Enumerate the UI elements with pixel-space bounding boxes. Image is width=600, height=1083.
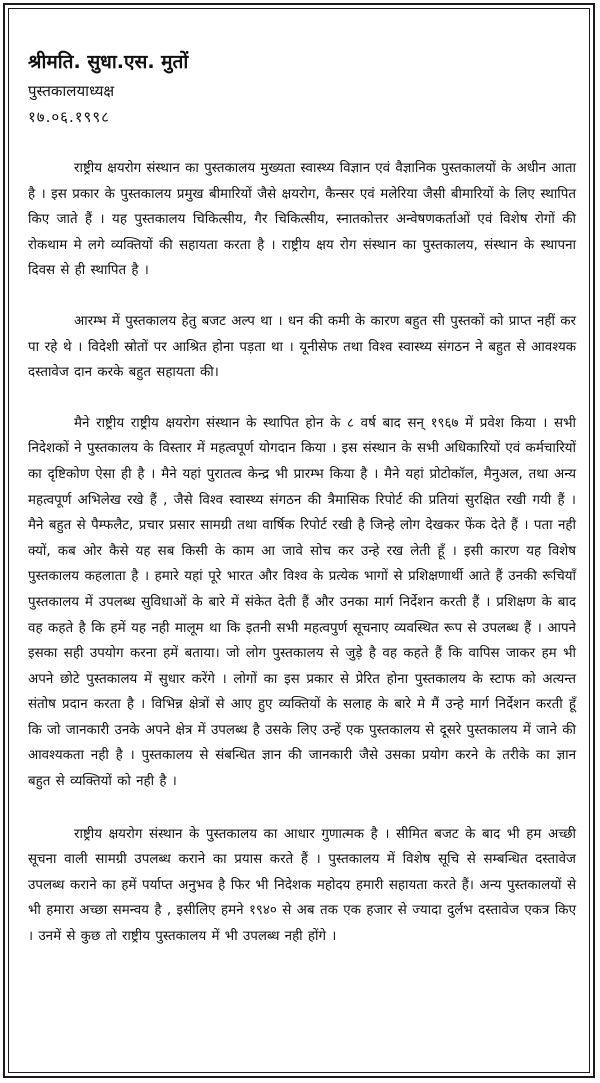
paragraph-personal-account: मैने राष्ट्रीय राष्ट्रीय क्षयरोग संस्थान के स्थापित होन के ८ वर्ष बाद सन् १९६७ में प्रवेश किया । सभी निदेशकों ने पुस्तकालय के विस्तार में महत्वपूर्ण योगदान किया । इस संस्थान के सभी अधिकारियों एवं कर्मचारियों का दृष्टिकोण ऐसा ही है । मैने यहां पुरातत्व केन्द्र भी प्रारम्भ किया है । मैने यहां प्रोटोकॉल, मैनुअल, तथा अन्य महत्वपूर्ण अभिलेख रखे हैं , जैसे विश्व स्वास्थ्य संगठन की त्रैमासिक रिपोर्ट की प्रतियां सुरक्षित रखी गयी हैं । मैने बहुत से पैम्फलैट, प्रचार प्रसार सामग्री तथा वार्षिक रिपोर्ट रखी है जिन्हे लोग देखकर फेंक देते हैं । पता नही क्यों, कब ओर कैसे यह सब किसी के काम आ जावे सोच कर उन्हे रख लेती हूँ । इसी कारण यह विशेष पुस्तकालय कहलाता है । हमारे यहां पूरे भारत और विश्व के प्रत्येक भागों से प्रशिक्षणार्थी आते हैं उनकी रूचियाँ पुस्तकालय में उपलब्ध सुविधाओं के बारे में संकेत देती हैं और उनका मार्ग निर्देशन करती हैं । प्रशिक्षण के बाद वह कहते है कि हमें यह नही मालूम था कि इतनी सभी महत्वपुर्ण सूचनाए व्यवस्थित रूप से उपलब्ध हैं । आपने इसका सही उपयोग करना हमें बताया। जो लोग पुस्तकालय से जुड़े है वह कहते हैं कि वापिस जाकर हम भी अपने छोटे पुस्तकालय में सुधार करेंगे । लोगों का इस प्रकार से प्रेरित होना पुस्तकालय के स्टाफ को अत्यन्त संतोष प्रदान करता है । विभिन्न क्षेत्रों से आए हुए व्यक्तियों के सलाह के बारे मे मैं उन्हे मार्ग निर्देशन करती हूँ कि जो जानकारी उनके अपने क्षेत्र में उपलब्ध है उसके लिए उन्हें एक पुस्तकालय से दूसरे पुस्तकालय में जाने की आवश्यकता नही है । पुस्तकालय से संबन्धित ज्ञान की जानकारी जैसे उसका प्रयोग करने के तरीके का ज्ञान बहुत से व्यक्तियों को नही है । xyxy=(28,415,576,790)
author-role: पुस्तकालयाध्यक्ष xyxy=(28,82,115,100)
author-block xyxy=(28,48,576,130)
author-date: १७.०६.१९९८ xyxy=(28,108,110,126)
author-name: श्रीमति. सुधा.एस. मुतों xyxy=(28,51,189,73)
paragraph-early-budget: आरम्भ में पुस्तकालय हेतु बजट अल्प था । धन की कमी के कारण बहुत सी पुस्तकों को प्राप्त नहीं कर पा रहे थे । विदेशी स्रोतों पर आश्रित होना पड़ता था । यूनीसेफ तथा विश्व स्वास्थ्य संगठन ने बहुत से आवश्यक दस्तावेज दान करके बहुत सहायता की। xyxy=(28,313,576,381)
paragraph-library-overview: राष्ट्रीय क्षयरोग संस्थान का पुस्तकालय मुख्यता स्वास्थ्य विज्ञान एवं वैज्ञानिक पुस्तकालयों के अधीन आता है । इस प्रकार के पुस्तकालय प्रमुख बीमारियों जैसे क्षयरोग, कैन्सर एवं मलेरिया जैसी बीमारियों के लिए स्थापित किए जाते हैं । यह पुस्तकालय चिकित्सीय, गैर चिकित्सीय, स्नातकोत्तर अन्वेषणकर्ताओं एवं विशेष रोगों की रोकथाम मे लगे व्यक्तियों की सहायता करता है । राष्ट्रीय क्षय रोग संस्थान का पुस्तकालय, संस्थान के स्थापना दिवस से ही स्थापित है । xyxy=(28,161,577,279)
paragraph-quality-basis: राष्ट्रीय क्षयरोग संस्थान के पुस्तकालय का आधार गुणात्मक है । सीमित बजट के बाद भी हम अच्छी सूचना वाली सामग्री उपलब्ध कराने का प्रयास करते हैं । पुस्तकालय में विशेष सूचि से सम्बन्धित दस्तावेज उपलब्ध कराने का हमें पर्याप्त अनुभव है फिर भी निदेशक महोदय हमारी सहायता करते हैं। अन्य पुस्तकालयों से भी हमारा अच्छा समन्वय है , इसीलिए हमने १९४० से अब तक एक हजार से ज्यादा दुर्लभ दस्तावेज एकत्र किए । उनमें से कुछ तो राष्ट्रीय पुस्तकालय में भी उपलब्ध नही होंगे । xyxy=(28,826,576,945)
document-body xyxy=(28,48,576,950)
